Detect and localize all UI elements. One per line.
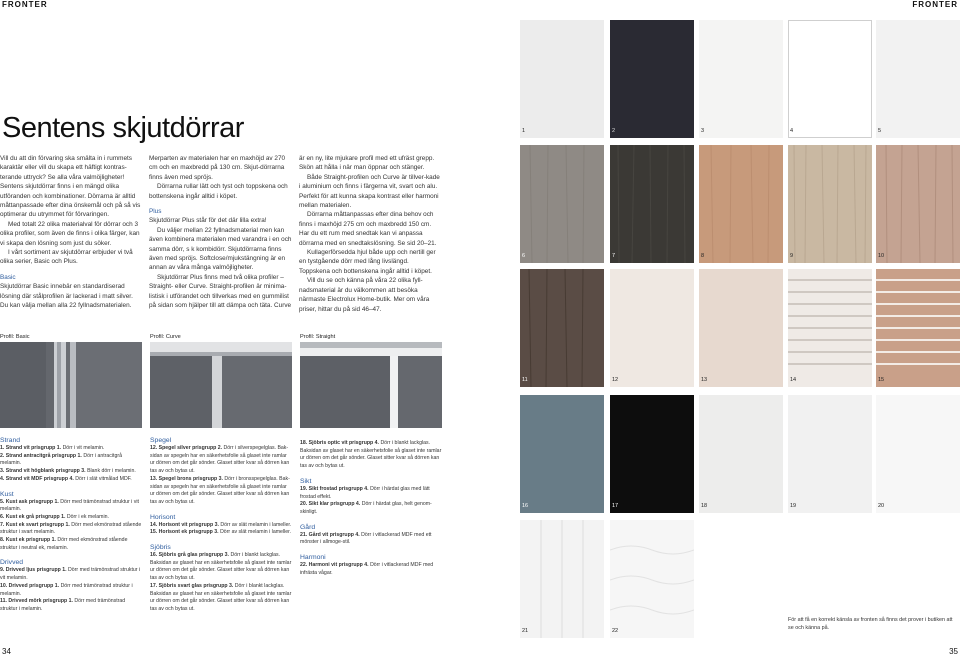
swatch-6 [520,145,604,263]
list-item: 7. Kust ek svart prisgrupp 1. Dörr med ekmönstrad stående struktur i svart melamin. [0,521,142,536]
swatch-fill [610,269,694,387]
swatch-number: 9 [790,253,794,259]
swatch-fill [699,395,783,513]
sample-note: För att få en korrekt känsla av fronten så finns det prover i butiken att se och känna på. [788,617,953,631]
swatch-18 [699,395,783,513]
page-title: Sentens skjutdörrar [2,112,244,144]
intro-paragraph: Vill du se och känna på våra 22 olika fyll-nadsmaterial är du välkommen att besöka närmaste Electrolux Home-butik. Mer om våra priser, hittar du på sid 46–47. [299,277,430,313]
intro-paragraph: Dörrarna rullar lätt och tyst och toppskena och bottenskena ingår alltid i köpet. [149,183,288,200]
list-item: 4. Strand vit MDF prisgrupp 4. Dörr i slät vitmålad MDF. [0,475,132,482]
swatch-2 [610,20,694,138]
swatch-fill [520,20,604,138]
plus-text: Skjutdörrar Plus står för det där lilla extra! [149,217,267,225]
list-item: 19. Sikt frostad prisgrupp 4. Dörr i härdat glas med lätt frostad effekt. [300,485,430,500]
swatch-number: 4 [790,128,794,134]
list-item: 11. Drivved mörk prisgrupp 1. Dörr med trämönstrad struktur i melamin. [0,598,126,612]
list-item: 14. Horisont vit prisgrupp 3. Dörr av slät melamin i lameller. [150,521,292,528]
swatch-11 [520,269,604,387]
door-list-column-3 [300,440,442,577]
list-item: 17. Sjöbris svart glas prisgrupp 3. Dörr i blankt lackglas. Baksidan av glaset har en säkerhetsfolie så glaset inte ramlar ur dörren om det går sönder. Glaset sitter kvar så dörren kan tas av och bytas ut. [150,582,292,612]
basic-heading: Basic [0,273,16,281]
intro-paragraph: Både Straight-profilen och Curve är tillver-kade i aluminium och finns i färgerna vit, svart och alu. Perfekt för att kunna skapa kontrast eller harmoni mellan materialen. [299,173,440,210]
swatch-15 [876,269,960,387]
list-item: 12. Spegel silver prisgrupp 2. Dörr i silverspegelglas. Bak-sidan av spegeln har en säkerhetsfolie så glaset inte ramlar ur dörren om det går sönder. Glaset sitter kvar så dörren kan tas av och bytas ut. [150,445,290,475]
section-header-left: FRONTER [2,0,48,9]
swatch-5 [876,20,960,138]
list-item: 13. Spegel brons prisgrupp 3. Dörr i bronsspegelglas. Bak-sidan av spegeln har en säkerhetsfolie så glaset inte ramlar ur dörren om det går sönder. Glaset sitter kvar så dörren kan tas av och bytas ut. [150,475,290,505]
intro-paragraph: Med totalt 22 olika materialval för dörrar och 3 olika profiler, som även de finns i olika färger, kan vi skapa den lösning som just du söker. [0,220,140,247]
swatch-7 [610,145,694,263]
swatch-13 [699,269,783,387]
swatch-10 [876,145,960,263]
intro-paragraph: I vårt sortiment av skjutdörrar erbjuder vi två olika serier, Basic och Plus. [0,249,133,266]
swatch-fill [520,395,604,513]
swatch-number: 6 [522,253,526,259]
swatch-8 [699,145,783,263]
spegel-heading: Spegel [150,437,172,444]
swatch-number: 10 [878,253,885,259]
horisont-heading: Horisont [150,513,176,521]
swatch-fill [876,395,960,513]
swatch-fill [699,20,783,138]
list-item: 5. Kust ask prisgrupp 1. Dörr med trämönstrad struktur i vit melamin. [0,498,139,513]
list-item: 9. Drivved ljus prisgrupp 1. Dörr med trämönstrad struktur i vit melamin. [0,567,141,582]
swatch-number: 14 [790,377,797,383]
profile-basic-photo [0,342,142,428]
basic-text: Skjutdörrar Basic innebär en standardiserad lösning där stålprofilen är lackerad i matt silver. Du kan välja mellan alla 22 fyllnadsmaterialen. [0,283,133,310]
swatch-number: 2 [612,128,616,134]
swatch-number: 11 [522,377,528,383]
swatch-12 [610,269,694,387]
list-item: 18. Sjöbris optic vit prisgrupp 4. Dörr i blankt lackglas. Baksidan av glaset har en säkerhetsfolie så glaset inte ramlar ur dörren om det går sönder. Glaset sitter kvar så dörren kan tas av och bytas ut. [300,440,442,470]
profile-straight-photo [300,342,442,428]
swatch-9 [788,145,872,263]
swatch-number: 17 [612,503,619,509]
swatch-number: 8 [701,253,705,259]
profile-basic-label: Profil: Basic [0,334,30,340]
list-item: 1. Strand vit prisgrupp 1. Dörr i vit melamin. [0,445,105,451]
swatch-number: 12 [612,377,619,383]
swatch-20 [876,395,960,513]
swatch-fill [876,20,960,138]
swatch-number: 20 [878,503,885,509]
door-list-column-1 [0,436,142,614]
swatch-number: 19 [790,503,797,509]
swatch-fill [610,145,694,263]
swatch-number: 3 [701,128,705,134]
list-item: 8. Kust ek prisgrupp 1. Dörr med ekmönstrad stående struktur i neutral ek, melamin. [0,537,128,551]
swatch-fill [520,145,604,263]
intro-column-2 [149,154,293,311]
swatch-14 [788,269,872,387]
swatch-4 [788,20,872,138]
swatch-number: 13 [701,377,708,383]
profile-curve-label: Profil: Curve [150,334,181,340]
swatch-number: 22 [612,628,619,634]
swatch-number: 18 [701,503,708,509]
swatch-fill [788,145,872,263]
gard-heading: Gård [300,523,316,531]
swatch-16 [520,395,604,513]
swatch-fill [699,269,783,387]
swatch-fill [520,269,604,387]
harmoni-heading: Harmoni [300,554,326,562]
list-item: 10. Drivved prisgrupp 1. Dörr med trämönstrad struktur i melamin. [0,582,133,597]
swatch-number: 21 [522,628,529,634]
page-number-right: 35 [949,647,958,656]
swatch-fill [610,520,694,638]
intro-column-1 [0,154,142,311]
swatch-number: 5 [878,128,882,134]
list-item: 15. Horisont ek prisgrupp 3. Dörr av slät melamin i lameller. [150,529,291,536]
swatch-number: 1 [522,128,526,134]
page-number-left: 34 [2,647,11,656]
list-item: 3. Strand vit högblank prisgrupp 3. Blank dörr i melamin. [0,468,136,475]
profile-curve-photo [150,342,292,428]
swatch-3 [699,20,783,138]
intro-paragraph: Vill du att din förvaring ska smälta in i rummets karaktär eller vill du skapa ett häftigt kontras-terande uttryck? Se alla våra valmöjligheter! Sentens skjutdörrar finns i en mängd olika utföranden och kombinationer. Dörrarna är alltid måttanpassade efter dina önskemål och på så vis optimerar du utrymmet för förvaringen. [0,155,141,219]
profile-straight-label: Profil: Straight [300,334,336,340]
list-item: 6. Kust ek grå prisgrupp 1. Dörr i ek melamin. [0,513,109,520]
swatch-fill [610,395,694,513]
list-item: 20. Sikt klar prisgrupp 4. Dörr i härdat glas, helt genom-skinligt. [300,501,432,515]
sjobris-heading: Sjöbris [150,544,171,552]
intro-paragraph: Kullagerförsedda hjul både upp och nertill ger en tystgående dörr med lång livslängd. Toppskena och bottenskena ingår alltid i köpet. [299,249,436,275]
intro-paragraph: Merparten av materialen har en maxhöjd av 270 cm och en maxbredd på 130 cm. Skjut-dörrarna finns även med spröjs. [149,155,286,181]
swatch-number: 7 [612,253,616,259]
intro-paragraph: är en ny, lite mjukare profil med ett ufräst grepp. Skön att hålla i när man öppnar och stänger. [299,155,435,172]
swatch-number: 16 [522,503,529,509]
swatch-fill [788,395,872,513]
plus-text: Skjutdörrar Plus finns med två olika profiler – Straight- eller Curve. Straight-profilen är minima-listisk i utförandet och tillverkas med en gummilist på sidan som hjälper till att dämpa och täta. Curve [149,273,292,310]
list-item: 21. Gård vit prisgrupp 4. Dörr i vitlackerad MDF med ett mönster i allmoge-stil. [300,531,432,546]
sikt-heading: Sikt [300,477,312,485]
strand-heading: Strand [0,437,21,444]
swatch-fill [610,20,694,138]
door-list-column-2 [150,436,292,614]
swatch-1 [520,20,604,138]
intro-paragraph: Dörrarna måttanpassas efter dina behov och finns i maxhöjd 275 cm och maxbredd 150 cm. Har du ett rum med snedtak kan vi anpassa dörrarna med en snedtakslösning. Se sid 20–21. [299,211,437,247]
list-item: 16. Sjöbris grå glas prisgrupp 3. Dörr i blankt lackglas. Baksidan av glaset har en säkerhetsfolie så glaset inte ramlar ur dörren om det går sönder. Glaset sitter kvar så dörren kan tas av och bytas ut. [150,552,292,582]
kust-heading: Kust [0,490,14,498]
plus-heading: Plus [149,208,162,216]
swatch-fill [789,21,872,138]
list-item: 2. Strand antracitgrå prisgrupp 1. Dörr i antracitgrå melamin. [0,452,122,467]
plus-text: Du väljer mellan 22 fyllnadsmaterial men kan även kombinera materialen med varandra i en och samma dörr, s k kombidörr. Skjutdörrarna finns även med spröjs. Softclose/mjukstängning är en annan av våra många valmöjligheter. [149,226,292,272]
swatch-19 [788,395,872,513]
swatch-21 [520,520,604,638]
intro-column-3 [299,154,441,314]
section-header-right: FRONTER [912,0,958,9]
swatch-22 [610,520,694,638]
swatch-number: 15 [878,377,885,383]
drivved-heading: Drivved [0,559,24,567]
list-item: 22. Harmoni vit prisgrupp 4. Dörr i vitlackerad MDF med infrästa vågar. [300,562,434,576]
swatch-17 [610,395,694,513]
